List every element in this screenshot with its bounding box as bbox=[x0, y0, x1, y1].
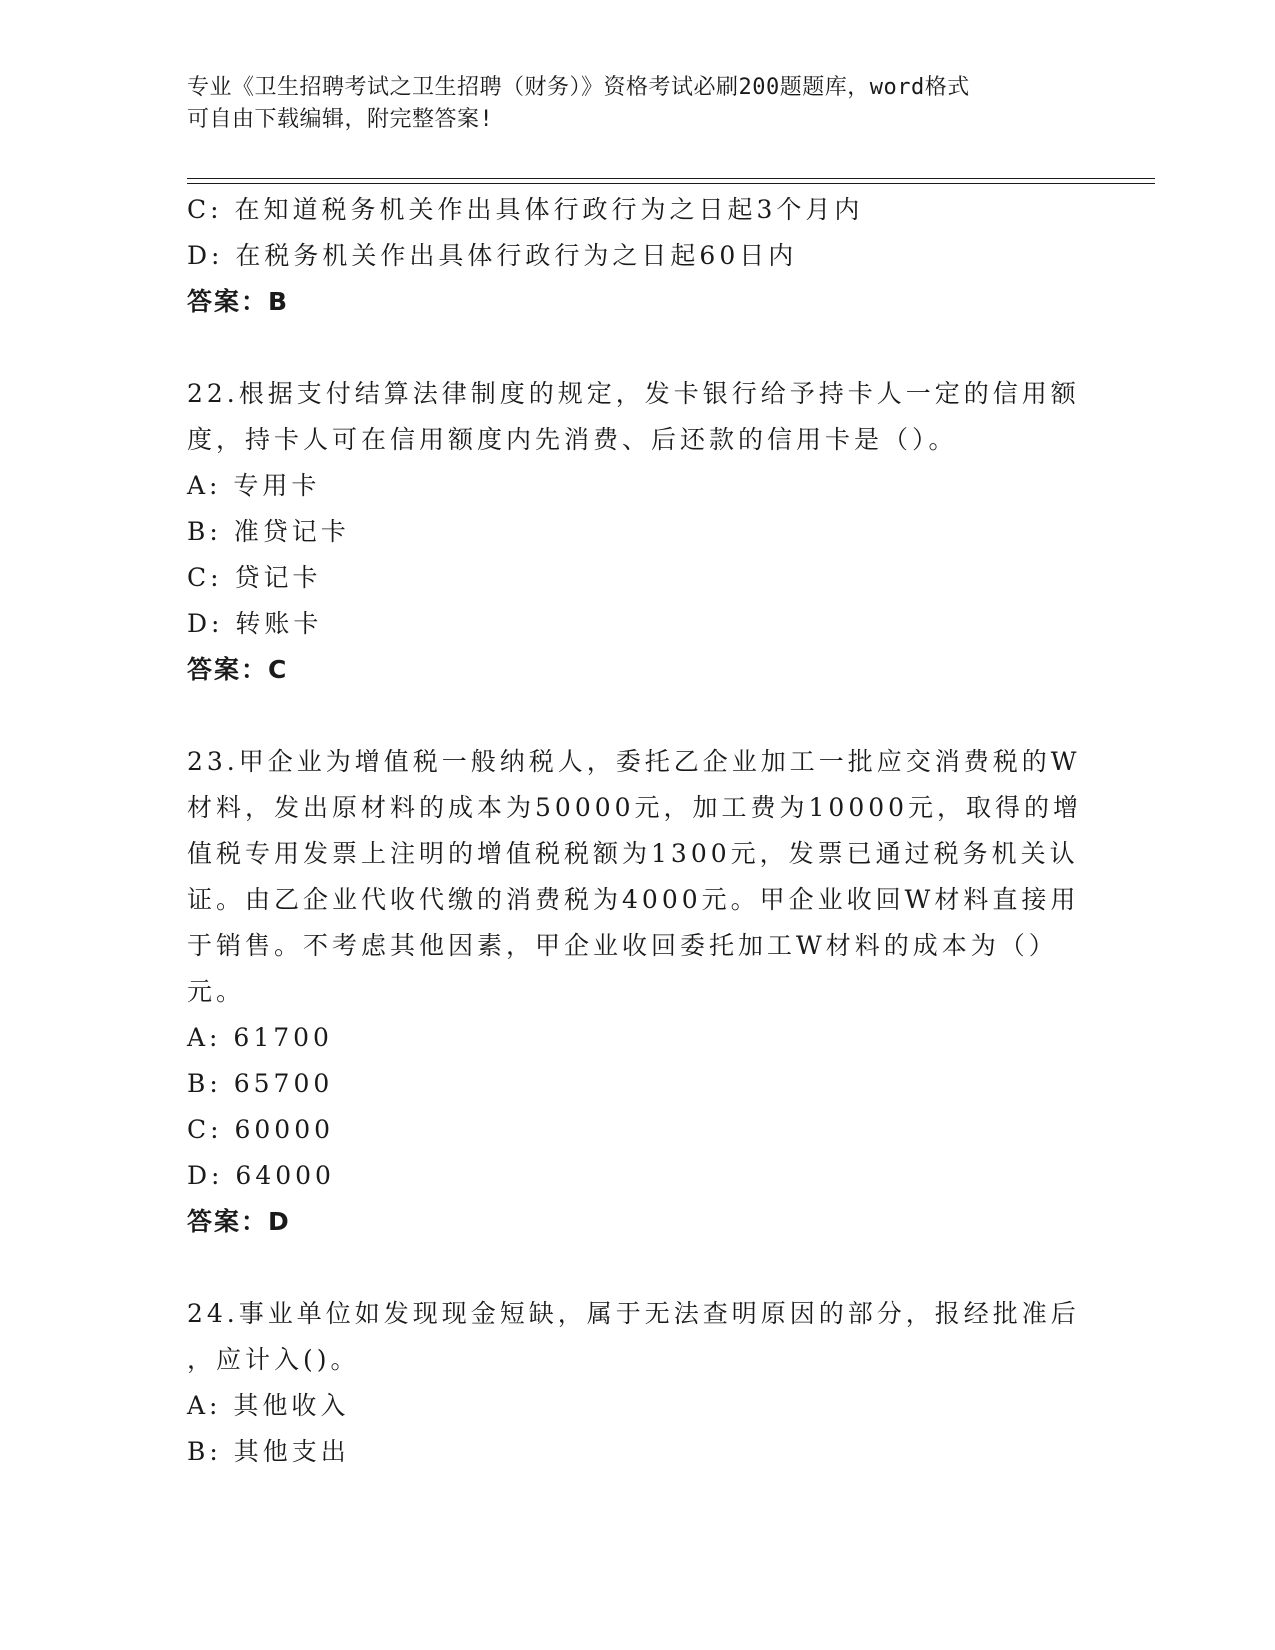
spacer bbox=[187, 325, 1087, 371]
header-divider-bottom bbox=[187, 183, 1155, 184]
answer: 答案：D bbox=[187, 1207, 291, 1236]
header-line-1: 专业《卫生招聘考试之卫生招聘（财务）》资格考试必刷200题题库，word格式 bbox=[187, 75, 970, 100]
answer: 答案：C bbox=[187, 655, 289, 684]
option-d: D: 64000 bbox=[187, 1161, 335, 1190]
question-stem-line: 24.事业单位如发现现金短缺，属于无法查明原因的部分，报经批准后 bbox=[187, 1299, 1080, 1328]
answer: 答案：B bbox=[187, 287, 290, 316]
question-22 bbox=[187, 371, 1087, 693]
option-b: B: 65700 bbox=[187, 1069, 334, 1098]
document-header bbox=[187, 72, 1067, 136]
option-a: A: 其他收入 bbox=[187, 1391, 350, 1420]
header-divider-top bbox=[187, 178, 1155, 179]
question-stem-line: 于销售。不考虑其他因素，甲企业收回委托加工W材料的成本为（） bbox=[187, 931, 1058, 960]
header-line-2: 可自由下载编辑，附完整答案! bbox=[187, 107, 494, 132]
question-stem-line: 23.甲企业为增值税一般纳税人，委托乙企业加工一批应交消费税的W bbox=[187, 747, 1081, 776]
spacer bbox=[187, 693, 1087, 739]
question-24 bbox=[187, 1291, 1087, 1475]
spacer bbox=[187, 1245, 1087, 1291]
option-d: D: 在税务机关作出具体行政行为之日起60日内 bbox=[187, 241, 798, 270]
question-stem-line: 22.根据支付结算法律制度的规定，发卡银行给予持卡人一定的信用额 bbox=[187, 379, 1080, 408]
question-stem-line: 材料，发出原材料的成本为50000元，加工费为10000元，取得的增 bbox=[187, 793, 1083, 822]
question-stem-line: 元。 bbox=[187, 977, 246, 1006]
option-a: A: 专用卡 bbox=[187, 471, 321, 500]
question-23 bbox=[187, 739, 1087, 1245]
option-a: A: 61700 bbox=[187, 1023, 333, 1052]
question-content bbox=[187, 187, 1087, 1475]
question-stem-line: 度，持卡人可在信用额度内先消费、后还款的信用卡是（）。 bbox=[187, 425, 958, 454]
question-stem-line: 值税专用发票上注明的增值税税额为1300元，发票已通过税务机关认 bbox=[187, 839, 1079, 868]
question-21-tail bbox=[187, 187, 1087, 325]
option-c: C: 在知道税务机关作出具体行政行为之日起3个月内 bbox=[187, 195, 864, 224]
option-b: B: 其他支出 bbox=[187, 1437, 350, 1466]
option-c: C: 60000 bbox=[187, 1115, 335, 1144]
option-c: C: 贷记卡 bbox=[187, 563, 322, 592]
question-stem-line: 证。由乙企业代收代缴的消费税为4000元。甲企业收回W材料直接用 bbox=[187, 885, 1080, 914]
option-d: D: 转账卡 bbox=[187, 609, 323, 638]
question-stem-line: ，应计入()。 bbox=[187, 1345, 360, 1374]
option-b: B: 准贷记卡 bbox=[187, 517, 350, 546]
